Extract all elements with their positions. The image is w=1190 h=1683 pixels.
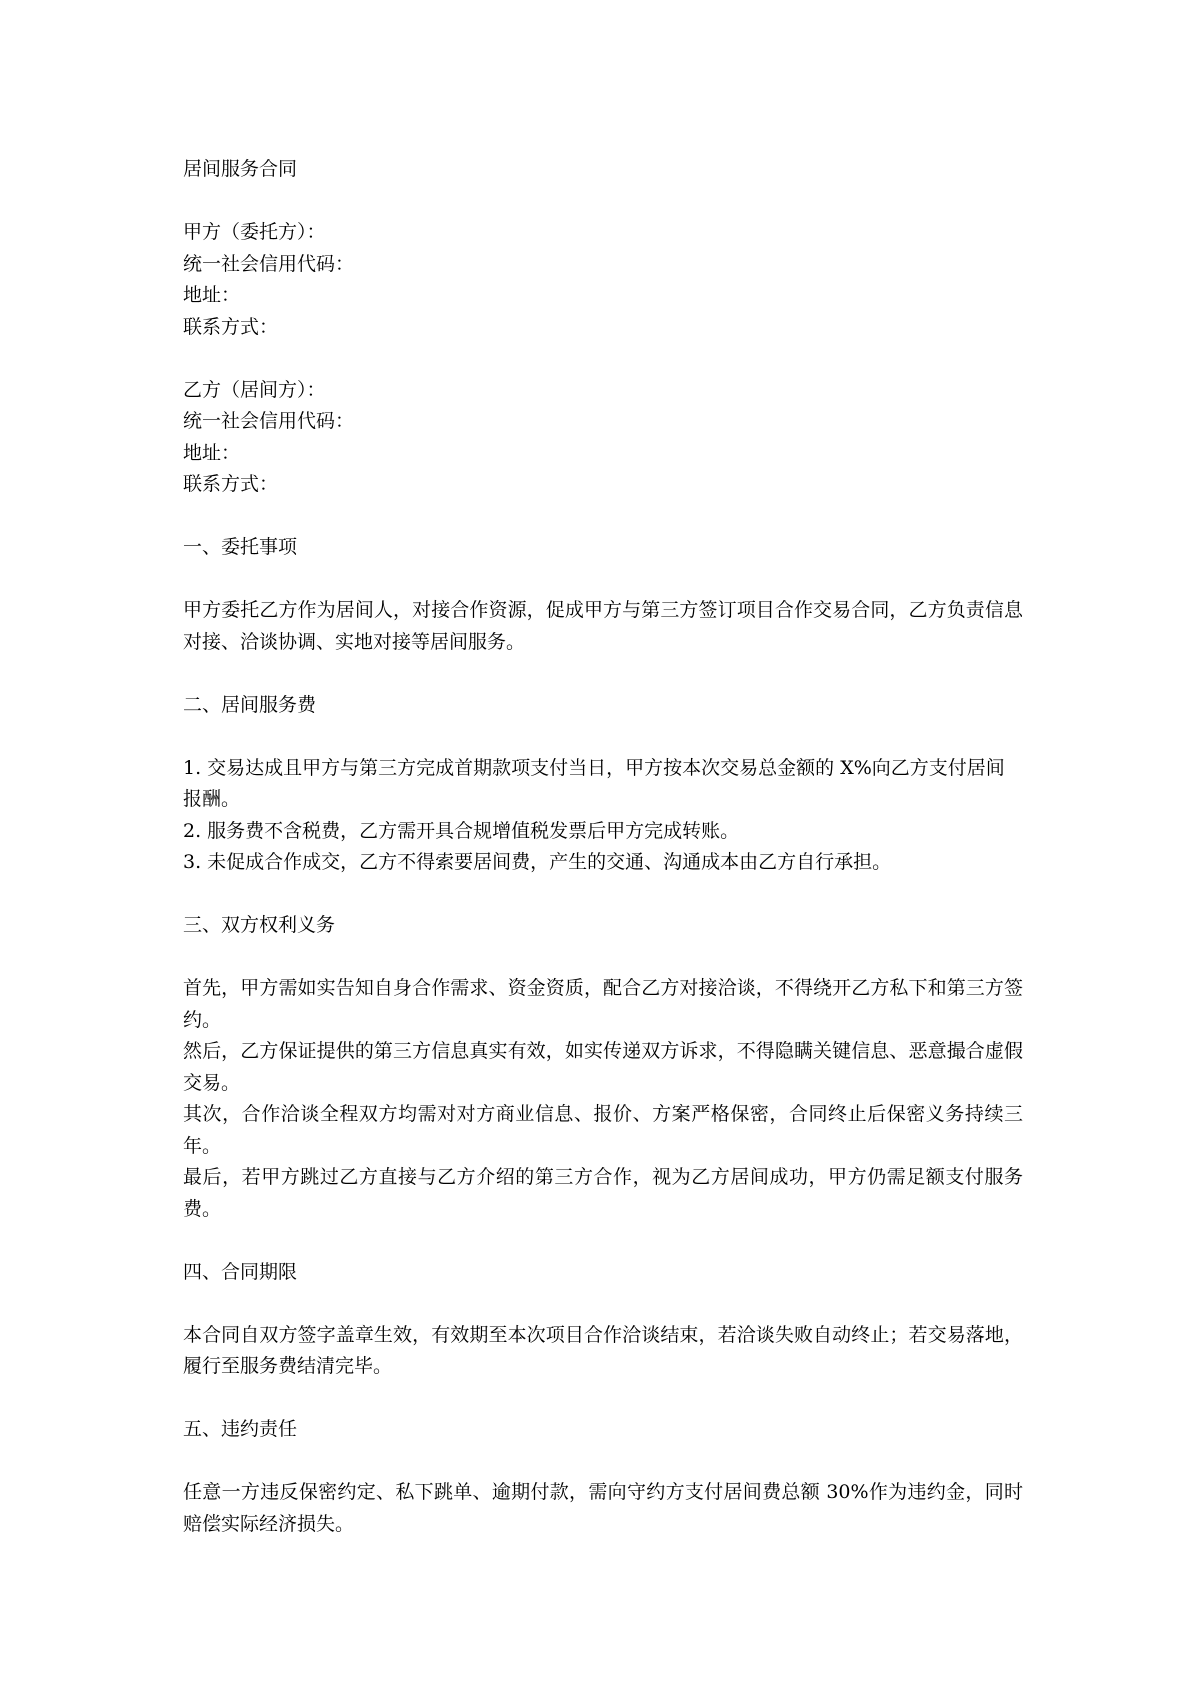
section-paragraph: 甲方委托乙方作为居间人，对接合作资源，促成甲方与第三方签订项目合作交易合同，乙方负责信息对接、洽谈协调、实地对接等居间服务。 — [183, 599, 1023, 653]
party-b-address-label: 地址： — [183, 441, 241, 464]
section-heading: 三、双方权利义务 — [183, 914, 336, 936]
section-list-item: 3. 未促成合作成交，乙方不得索要居间费，产生的交通、沟通成本由乙方自行承担。 — [183, 851, 892, 873]
section-paragraph: 最后，若甲方跳过乙方直接与乙方介绍的第三方合作，视为乙方居间成功，甲方仍需足额支付服务费。 — [183, 1166, 1023, 1220]
spacer — [183, 942, 1023, 974]
spacer — [183, 658, 1023, 690]
section-paragraph: 任意一方违反保密约定、私下跳单、逾期付款，需向守约方支付居间费总额 30%作为违约金，同时赔偿实际经济损失。 — [183, 1481, 1023, 1535]
party-b-contact-label: 联系方式： — [183, 473, 279, 495]
section-paragraph: 首先，甲方需如实告知自身合作需求、资金资质，配合乙方对接洽谈，不得绕开乙方私下和第三方签约。 — [183, 977, 1023, 1031]
party-a-block — [183, 217, 1023, 343]
party-b-name-label: 乙方（居间方）： — [183, 378, 326, 401]
section-breach-liability — [183, 1414, 1023, 1540]
spacer — [183, 721, 1023, 753]
section-heading: 一、委托事项 — [183, 536, 298, 558]
party-b-block — [183, 375, 1023, 501]
party-b-credit-code-label: 统一社会信用代码： — [183, 410, 355, 432]
party-a-address-label: 地址： — [183, 284, 241, 306]
section-contract-term — [183, 1257, 1023, 1383]
document-title: 居间服务合同 — [183, 158, 298, 180]
spacer — [183, 501, 1023, 533]
spacer — [183, 1446, 1023, 1478]
party-a-contact-label: 联系方式： — [183, 315, 279, 338]
section-heading: 四、合同期限 — [183, 1260, 298, 1283]
section-list-item: 1. 交易达成且甲方与第三方完成首期款项支付当日，甲方按本次交易总金额的 X%向乙方支付居间报酬。 — [183, 756, 1005, 810]
party-a-name-label: 甲方（委托方）： — [183, 221, 326, 243]
spacer — [183, 1225, 1023, 1257]
spacer — [183, 879, 1023, 911]
section-paragraph: 本合同自双方签字盖章生效，有效期至本次项目合作洽谈结束，若洽谈失败自动终止；若交易落地，履行至服务费结清完毕。 — [183, 1323, 1023, 1377]
section-rights-obligations — [183, 910, 1023, 1225]
spacer — [183, 343, 1023, 375]
spacer — [183, 1288, 1023, 1320]
section-paragraph: 其次，合作洽谈全程双方均需对对方商业信息、报价、方案严格保密，合同终止后保密义务持续三年。 — [183, 1103, 1023, 1157]
section-entrusted-matters — [183, 532, 1023, 658]
spacer — [183, 1383, 1023, 1415]
spacer — [183, 186, 1023, 218]
section-service-fee — [183, 690, 1023, 879]
spacer — [183, 564, 1023, 596]
section-heading: 五、违约责任 — [183, 1418, 298, 1440]
party-a-credit-code-label: 统一社会信用代码： — [183, 252, 355, 275]
section-paragraph: 然后，乙方保证提供的第三方信息真实有效，如实传递双方诉求，不得隐瞒关键信息、恶意撮合虚假交易。 — [183, 1040, 1023, 1094]
section-heading: 二、居间服务费 — [183, 693, 317, 716]
contract-document — [183, 154, 1023, 1540]
section-list-item: 2. 服务费不含税费，乙方需开具合规增值税发票后甲方完成转账。 — [183, 819, 740, 842]
